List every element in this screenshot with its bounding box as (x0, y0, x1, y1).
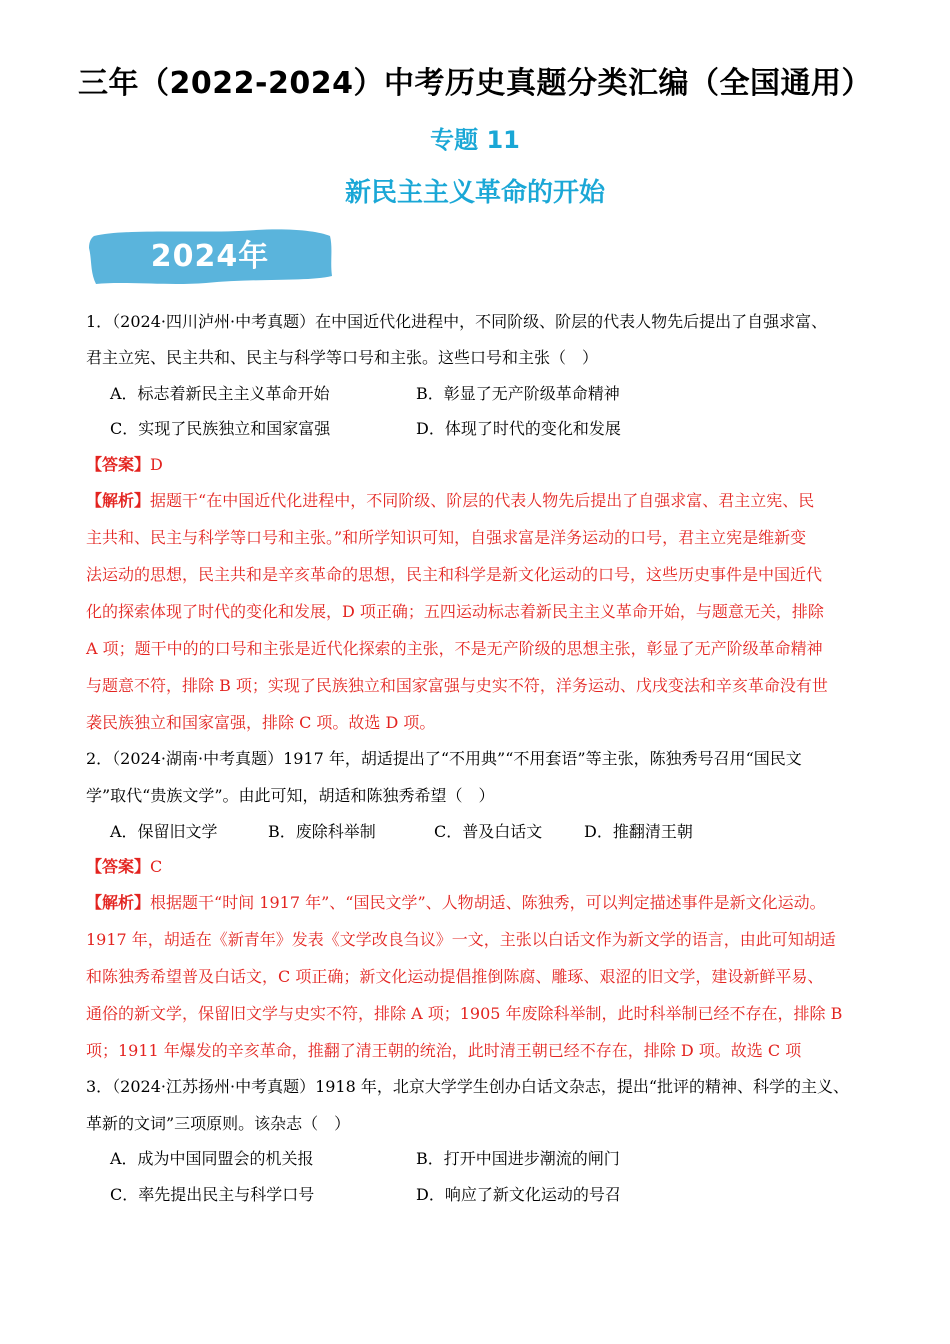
q3-option-d: D．响应了新文化运动的号召 (416, 1185, 621, 1204)
answer-tag: 【答案】 (86, 857, 151, 876)
q2-analysis-line-1 (86, 890, 826, 913)
q2-analysis-line-5: 项；1911 年爆发的辛亥革命，推翻了清王朝的统治，此时清王朝已经不存在，排除 D 项。故选 C 项 (86, 1041, 802, 1060)
analysis-tag: 【解析】 (86, 893, 151, 912)
year-label: 2024年 (150, 239, 270, 274)
q1-option-c: C．实现了民族独立和国家富强 (110, 419, 331, 438)
q1-answer (86, 452, 163, 475)
q2-analysis-line-4: 通俗的新文学，保留旧文学与史实不符，排除 A 项；1905 年废除科举制，此时科举制已经不存在，排除 B (86, 1004, 843, 1023)
analysis-tag: 【解析】 (86, 491, 151, 510)
topic-title: 新民主主义革命的开始 (344, 178, 605, 208)
q1-analysis-line-7: 袭民族独立和国家富强，排除 C 项。故选 D 项。 (86, 713, 436, 732)
analysis-text: 据题干“在中国近代化进程中，不同阶级、阶层的代表人物先后提出了自强求富、君主立宪、民 (150, 491, 815, 510)
q1-analysis-line-6: 与题意不符，排除 B 项；实现了民族独立和国家富强与史实不符，洋务运动、戊戌变法和辛亥革命没有世 (86, 676, 828, 695)
answer-value: C (150, 857, 163, 876)
q3-stem-line-1: 3．（2024·江苏扬州·中考真题）1918 年，北京大学学生创办白话文杂志，提出“批评的精神、科学的主义、 (86, 1077, 850, 1096)
q1-option-d: D．体现了时代的变化和发展 (416, 419, 621, 438)
answer-tag: 【答案】 (86, 455, 151, 474)
q1-stem-line-2: 君主立宪、民主共和、民主与科学等口号和主张。这些口号和主张（ ） (86, 348, 599, 367)
q1-analysis-line-5: A 项；题干中的的口号和主张是近代化探索的主张，不是无产阶级的思想主张，彰显了无产阶级革命精神 (86, 639, 823, 658)
q1-analysis-line-2: 主共和、民主与科学等口号和主张。”和所学知识可知，自强求富是洋务运动的口号，君主立宪是维新变 (86, 528, 807, 547)
q3-option-b: B．打开中国进步潮流的闸门 (416, 1149, 620, 1168)
q1-analysis-line-1 (86, 488, 814, 511)
analysis-text: 根据题干“时间 1917 年”、“国民文学”、人物胡适、陈独秀，可以判定描述事件是新文化运动。 (150, 893, 826, 912)
q2-analysis-line-2: 1917 年，胡适在《新青年》发表《文学改良刍议》一文，主张以白话文作为新文学的语言，由此可知胡适 (86, 930, 836, 949)
q2-option-c: C．普及白话文 (434, 822, 543, 841)
year-badge (86, 226, 334, 288)
answer-value: D (150, 455, 163, 474)
q2-answer (86, 854, 162, 877)
q2-analysis-line-3: 和陈独秀希望普及白话文，C 项正确；新文化运动提倡推倒陈腐、雕琢、艰涩的旧文学，建设新鲜平易、 (86, 967, 824, 986)
document-title: 三年（2022-2024）中考历史真题分类汇编（全国通用） (78, 66, 872, 101)
q1-analysis-line-3: 法运动的思想，民主共和是辛亥革命的思想，民主和科学是新文化运动的口号，这些历史事件是中国近代 (86, 565, 823, 584)
q2-stem-line-1: 2．（2024·湖南·中考真题）1917 年，胡适提出了“不用典”“不用套语”等主张，陈独秀号召用“国民文 (86, 749, 802, 768)
q3-stem-line-2: 革新的文词”三项原则。该杂志（ ） (86, 1114, 351, 1133)
q3-option-c: C．率先提出民主与科学口号 (110, 1185, 315, 1204)
q1-option-b: B．彰显了无产阶级革命精神 (416, 384, 620, 403)
q2-option-b: B．废除科举制 (268, 822, 376, 841)
q2-option-a: A．保留旧文学 (110, 822, 218, 841)
q1-stem-line-1: 1．（2024·四川泸州·中考真题）在中国近代化进程中，不同阶级、阶层的代表人物先后提出了自强求富、 (86, 312, 828, 331)
q3-option-a: A．成为中国同盟会的机关报 (110, 1149, 314, 1168)
q1-analysis-line-4: 化的探索体现了时代的变化和发展，D 项正确；五四运动标志着新民主主义革命开始，与题意无关，排除 (86, 602, 824, 621)
q2-option-d: D．推翻清王朝 (584, 822, 693, 841)
q1-option-a: A．标志着新民主主义革命开始 (110, 384, 330, 403)
topic-number: 专题 11 (430, 126, 520, 154)
q2-stem-line-2: 学”取代“贵族文学”。由此可知，胡适和陈独秀希望（ ） (86, 786, 495, 805)
